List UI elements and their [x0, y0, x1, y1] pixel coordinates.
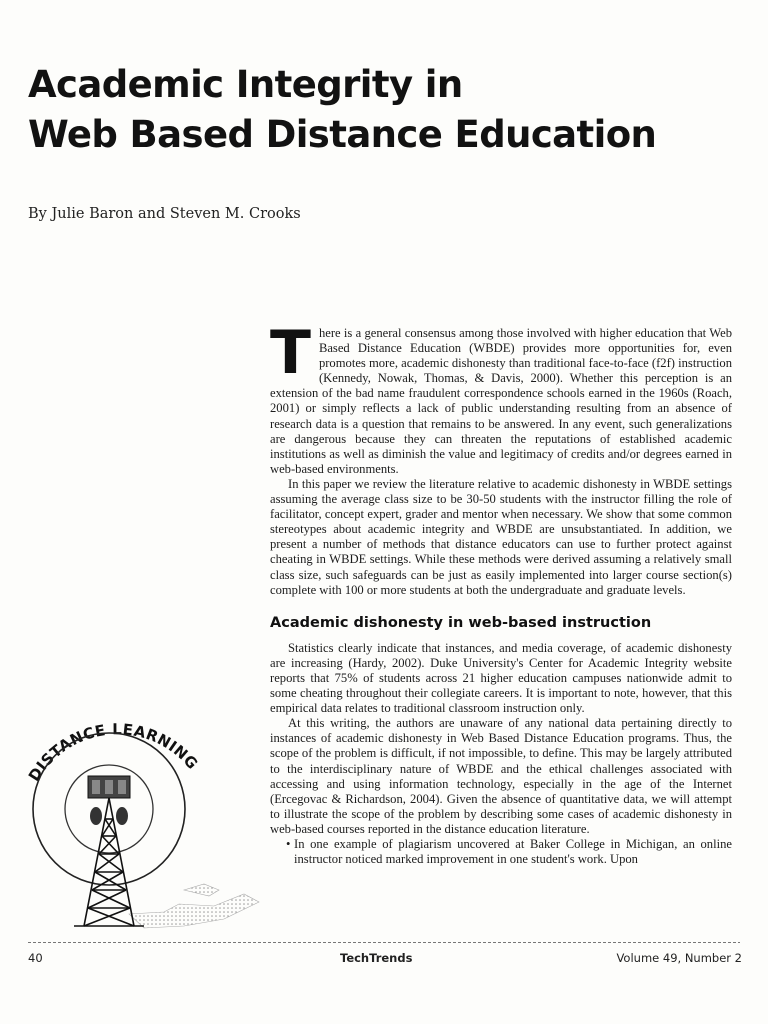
footer-divider — [28, 942, 740, 943]
paragraph-intro — [270, 318, 732, 477]
journal-name: TechTrends — [340, 951, 413, 965]
title-line-1: Academic Integrity in — [28, 63, 463, 106]
page-number: 40 — [28, 951, 43, 965]
bullet-icon: • — [286, 837, 291, 851]
article-title — [28, 60, 728, 160]
distance-learning-logo — [14, 714, 264, 939]
paragraph-intro-text: here is a general consensus among those involved with higher education that Web Based Distance Education (WBDE) provides more opportunities for, even promotes more, academic dishonesty than traditional face-to-face (f2f) instruction (Kennedy, Nowak, Thomas, & Davis, 2000). Whether this perception is an extension of the bad name fraudulent correspondence schools earned in the 1960s (Roach, 2001) or simply reflects a lack of public understanding resulting from an absence of research data is a question that remains to be answered. In any event, such generalizations are dangerous because they can threaten the reputations of established academic institutions as well as diminish the value and legitimacy of credits and/or degrees earned in web-based environments. — [270, 326, 732, 476]
section-heading: Academic dishonesty in web-based instruction — [270, 614, 652, 631]
drop-cap: T — [270, 318, 311, 388]
byline: By Julie Baron and Steven M. Crooks — [28, 206, 301, 222]
logo-arc-text: DISTANCE LEARNING — [24, 720, 202, 785]
svg-text:DISTANCE LEARNING — [25, 720, 202, 784]
bullet-text: In one example of plagiarism uncovered at Baker College in Michigan, an online instructor noticed marked improvement in one student's work. Upon — [294, 837, 732, 867]
paragraph-national-data: At this writing, the authors are unaware of any national data pertaining directly to instances of academic dishonesty in Web Based Distance Education programs. Thus, the scope of the problem is difficult, if not impossible, to define. This may be largely attributed to the interdisciplinary nature of WBDE and the ethical challenges associated with accessing and using information technology, especially in the age of the Internet (Ercegovac & Richardson, 2004). Given the absence of quantitative data, we will attempt to illustrate the scope of the problem by describing some cases of academic dishonesty in web-based courses reported in the distance education literature. — [270, 716, 732, 836]
bullet-item — [270, 837, 732, 867]
paragraph-statistics: Statistics clearly indicate that instances, and media coverage, of academic dishonesty are increasing (Hardy, 2002). Duke University's Center for Academic Integrity website reports that 75% of students across 21 higher education campuses nationwide admit to some cheating throughout their collegiate careers. It is important to note, however, that this empirical data relates to traditional classroom instruction only. — [270, 640, 732, 716]
volume-info: Volume 49, Number 2 — [616, 951, 742, 965]
article-body — [270, 318, 732, 867]
paragraph-review: In this paper we review the literature relative to academic dishonesty in WBDE settings assuming the average class size to be 30-50 students with the instructor filling the role of facilitator, concept expert, grader and mentor when necessary. We show that some common stereotypes about academic integrity and WBDE are unsubstantiated. In addition, we present a number of methods that distance educators can use to further protect against cheating in WBDE settings. While these methods were derived assuming a relatively small class size, such safeguards can be just as easily implemented into larger course section(s) complete with 100 or more students at both the undergraduate and graduate levels. — [270, 476, 732, 597]
title-line-2: Web Based Distance Education — [28, 113, 657, 156]
